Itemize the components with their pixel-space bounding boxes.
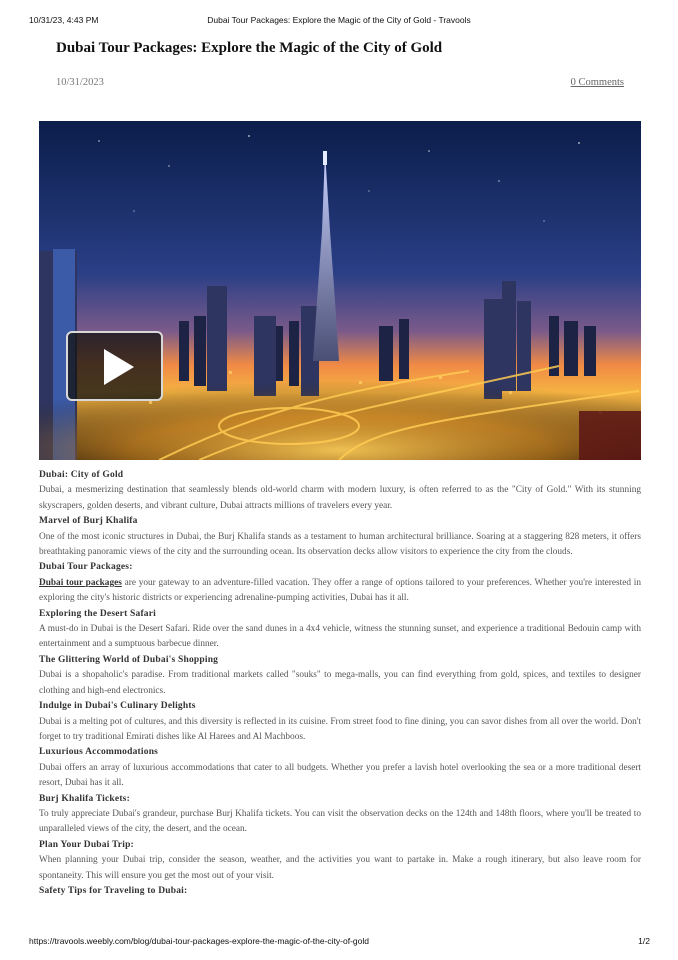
section-heading: Dubai: City of Gold bbox=[39, 470, 124, 480]
section-text: Dubai, a mesmerizing destination that seamlessly blends old-world charm with modern luxury, is often referred to as the "City of Gold." With its stunning skyscrapers, golden deserts, and vibrant culture, Dubai attracts millions of travelers every year. bbox=[39, 485, 641, 511]
section-heading: The Glittering World of Dubai's Shopping bbox=[39, 654, 219, 665]
section-text bbox=[39, 576, 641, 607]
article-body bbox=[39, 468, 641, 899]
section-text: A must-do in Dubai is the Desert Safari. Ride over the sand dunes in a 4x4 vehicle, witness the stunning sunset, and experience a traditional Bedouin camp with entertainment and a sumptuous barbecue dinner. bbox=[39, 624, 641, 650]
section-text-rest: are your gateway to an adventure-filled vacation. They offer a range of options tailored to your preferences. Whether you're interested in exploring the city's historic districts or experiencing adrenaline-pumping activities, Dubai has it all. bbox=[39, 577, 641, 604]
section-heading: Marvel of Burj Khalifa bbox=[39, 516, 138, 527]
section-text: One of the most iconic structures in Dubai, the Burj Khalifa stands as a testament to human architectural brilliance. Soaring at a staggering 828 meters, it offers breathtaking panoramic views of the city and the surrounding ocean. Its observation decks allow visitors to experience the city from the clouds. bbox=[39, 531, 641, 558]
print-page-number: 1/2 bbox=[638, 936, 650, 946]
section-heading: Safety Tips for Traveling to Dubai: bbox=[39, 885, 188, 896]
print-datetime: 10/31/23, 4:43 PM bbox=[29, 15, 99, 25]
hero-video[interactable] bbox=[39, 121, 641, 460]
section-heading: Luxurious Accommodations bbox=[39, 747, 159, 758]
section-heading: Indulge in Dubai's Culinary Delights bbox=[39, 701, 196, 712]
section-text: When planning your Dubai trip, consider the season, weather, and the activities you want to partake in. Make a rough itinerary, but also leave room for spontaneity. This will ensure you get the most out of your visit. bbox=[39, 855, 641, 881]
section-heading: Dubai Tour Packages: bbox=[39, 562, 133, 573]
section-heading: Plan Your Dubai Trip: bbox=[39, 839, 134, 850]
play-button[interactable] bbox=[66, 331, 163, 401]
dubai-tour-packages-link[interactable]: Dubai tour packages bbox=[39, 577, 122, 588]
section-heading: Burj Khalifa Tickets: bbox=[39, 793, 130, 804]
post-date: 10/31/2023 bbox=[56, 77, 104, 88]
section-text: Dubai is a shopaholic's paradise. From traditional markets called "souks" to mega-malls, you can find everything from gold, spices, and textiles to designer clothing and high-end electronics. bbox=[39, 670, 641, 696]
print-page-title: Dubai Tour Packages: Explore the Magic of the City of Gold - Travools bbox=[207, 15, 471, 25]
section-text: To truly appreciate Dubai's grandeur, purchase Burj Khalifa tickets. You can visit the observation decks on the 124th and 148th floors, where you'll be treated to unparalleled views of the city, the desert, and the ocean. bbox=[39, 808, 641, 835]
print-url: https://travools.weebly.com/blog/dubai-tour-packages-explore-the-magic-of-the-city-of-gold bbox=[29, 936, 369, 946]
comments-link[interactable]: 0 Comments bbox=[570, 77, 624, 88]
post-title: Dubai Tour Packages: Explore the Magic of the City of Gold bbox=[56, 40, 443, 56]
dubai-skyline-image bbox=[39, 121, 641, 460]
section-heading: Exploring the Desert Safari bbox=[39, 608, 157, 619]
play-icon bbox=[104, 349, 134, 385]
section-text: Dubai offers an array of luxurious accommodations that cater to all budgets. Whether you prefer a lavish hotel overlooking the sea or a more traditional desert resort, Dubai has it all. bbox=[39, 762, 641, 789]
section-text: Dubai is a melting pot of cultures, and this diversity is reflected in its cuisine. From street food to fine dining, you can savor dishes from all over the world. Don't forget to try traditional Emirati dishes like Al Harees and Al Machboos. bbox=[39, 716, 641, 742]
